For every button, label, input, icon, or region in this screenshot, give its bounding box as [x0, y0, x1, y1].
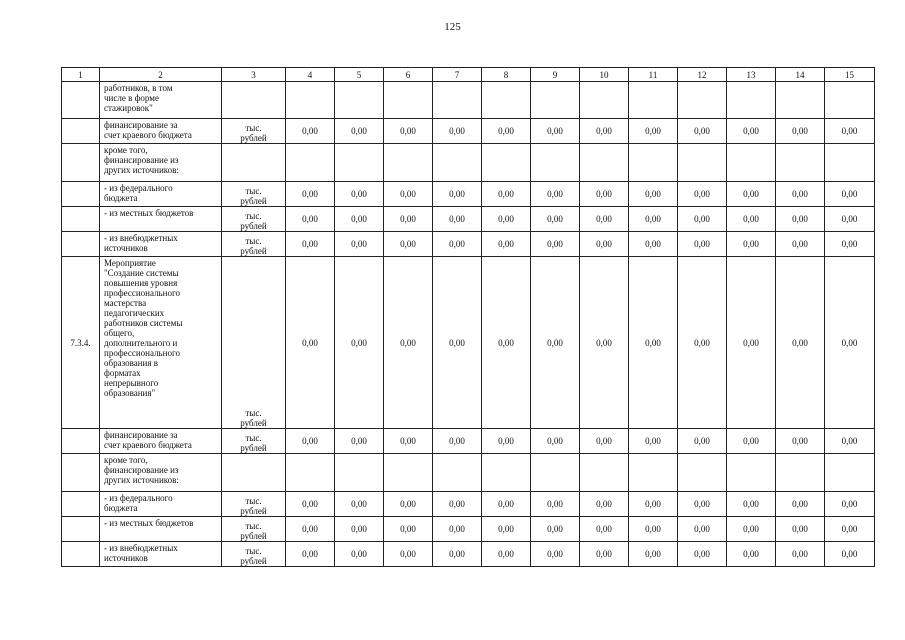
value-cell: 0,00 [433, 232, 482, 257]
row-name: - из федерального бюджета [100, 182, 222, 207]
value-cell: 0,00 [629, 542, 678, 567]
column-header: 9 [531, 68, 580, 82]
row-name: кроме того, финансирование из других источников: [100, 144, 222, 182]
value-cell: 0,00 [384, 207, 433, 232]
table-row [62, 82, 875, 119]
column-header: 5 [335, 68, 384, 82]
value-cell: 0,00 [531, 517, 580, 542]
value-cell [433, 454, 482, 492]
row-code [62, 119, 100, 144]
row-code [62, 429, 100, 454]
value-cell: 0,00 [580, 492, 629, 517]
value-cell [678, 454, 727, 492]
value-cell: 0,00 [825, 182, 875, 207]
value-cell [335, 144, 384, 182]
value-cell: 0,00 [335, 517, 384, 542]
row-name: - из внебюджетных источников [100, 232, 222, 257]
value-cell [776, 144, 825, 182]
row-name: работников, в том числе в форме стажировок" [100, 82, 222, 119]
row-name: - из федерального бюджета [100, 492, 222, 517]
value-cell: 0,00 [727, 119, 776, 144]
row-name: финансирование за счет краевого бюджета [100, 119, 222, 144]
value-cell: 0,00 [727, 542, 776, 567]
value-cell [776, 454, 825, 492]
value-cell: 0,00 [384, 542, 433, 567]
value-cell: 0,00 [433, 429, 482, 454]
value-cell [286, 82, 335, 119]
value-cell: 0,00 [335, 207, 384, 232]
value-cell: 0,00 [286, 119, 335, 144]
value-cell [335, 82, 384, 119]
value-cell: 0,00 [825, 119, 875, 144]
row-unit: тыс. рублей [222, 232, 286, 257]
row-unit [222, 144, 286, 182]
row-unit: тыс. рублей [222, 182, 286, 207]
value-cell: 0,00 [629, 232, 678, 257]
value-cell [482, 144, 531, 182]
column-header: 15 [825, 68, 875, 82]
value-cell [678, 144, 727, 182]
row-unit: тыс. рублей [222, 257, 286, 429]
value-cell: 0,00 [678, 232, 727, 257]
value-cell: 0,00 [335, 182, 384, 207]
value-cell: 0,00 [727, 182, 776, 207]
value-cell: 0,00 [825, 542, 875, 567]
column-header: 7 [433, 68, 482, 82]
value-cell: 0,00 [629, 207, 678, 232]
table-row [62, 429, 875, 454]
column-header: 14 [776, 68, 825, 82]
value-cell [825, 454, 875, 492]
value-cell: 0,00 [531, 429, 580, 454]
row-name: финансирование за счет краевого бюджета [100, 429, 222, 454]
value-cell: 0,00 [776, 517, 825, 542]
value-cell [580, 454, 629, 492]
value-cell [580, 82, 629, 119]
value-cell: 0,00 [629, 492, 678, 517]
row-code [62, 82, 100, 119]
value-cell: 0,00 [678, 492, 727, 517]
row-code [62, 232, 100, 257]
value-cell: 0,00 [825, 517, 875, 542]
row-unit [222, 454, 286, 492]
value-cell: 0,00 [678, 542, 727, 567]
value-cell [286, 454, 335, 492]
column-header: 8 [482, 68, 531, 82]
value-cell [678, 82, 727, 119]
value-cell: 0,00 [384, 429, 433, 454]
value-cell: 0,00 [482, 182, 531, 207]
value-cell: 0,00 [384, 257, 433, 429]
value-cell: 0,00 [776, 257, 825, 429]
value-cell [286, 144, 335, 182]
value-cell: 0,00 [629, 119, 678, 144]
row-name: - из местных бюджетов [100, 517, 222, 542]
row-unit: тыс. рублей [222, 517, 286, 542]
value-cell: 0,00 [580, 182, 629, 207]
value-cell: 0,00 [531, 542, 580, 567]
value-cell: 0,00 [286, 429, 335, 454]
row-code [62, 207, 100, 232]
row-name: кроме того, финансирование из других источников: [100, 454, 222, 492]
value-cell: 0,00 [531, 119, 580, 144]
value-cell [335, 454, 384, 492]
value-cell: 0,00 [678, 257, 727, 429]
value-cell: 0,00 [286, 517, 335, 542]
value-cell: 0,00 [678, 119, 727, 144]
value-cell: 0,00 [727, 492, 776, 517]
value-cell: 0,00 [825, 429, 875, 454]
value-cell: 0,00 [384, 232, 433, 257]
value-cell: 0,00 [580, 517, 629, 542]
value-cell: 0,00 [531, 232, 580, 257]
value-cell: 0,00 [433, 542, 482, 567]
value-cell: 0,00 [482, 429, 531, 454]
column-header: 2 [100, 68, 222, 82]
column-header: 11 [629, 68, 678, 82]
value-cell: 0,00 [580, 207, 629, 232]
row-unit: тыс. рублей [222, 542, 286, 567]
value-cell: 0,00 [482, 542, 531, 567]
value-cell: 0,00 [727, 257, 776, 429]
value-cell: 0,00 [335, 429, 384, 454]
value-cell: 0,00 [482, 492, 531, 517]
value-cell [433, 82, 482, 119]
value-cell: 0,00 [433, 517, 482, 542]
value-cell: 0,00 [286, 257, 335, 429]
value-cell: 0,00 [776, 492, 825, 517]
value-cell: 0,00 [286, 207, 335, 232]
value-cell: 0,00 [384, 182, 433, 207]
value-cell [531, 454, 580, 492]
table-row [62, 119, 875, 144]
value-cell: 0,00 [727, 517, 776, 542]
table-header-row [62, 68, 875, 82]
value-cell: 0,00 [286, 182, 335, 207]
value-cell [776, 82, 825, 119]
table-row [62, 454, 875, 492]
value-cell: 0,00 [776, 232, 825, 257]
value-cell: 0,00 [678, 429, 727, 454]
value-cell: 0,00 [335, 542, 384, 567]
value-cell: 0,00 [580, 542, 629, 567]
table-row [62, 492, 875, 517]
value-cell: 0,00 [531, 207, 580, 232]
budget-table [61, 67, 875, 567]
value-cell: 0,00 [678, 182, 727, 207]
table-row [62, 144, 875, 182]
value-cell [531, 144, 580, 182]
value-cell [629, 82, 678, 119]
value-cell [825, 144, 875, 182]
value-cell: 0,00 [580, 232, 629, 257]
value-cell: 0,00 [335, 492, 384, 517]
value-cell: 0,00 [433, 492, 482, 517]
value-cell: 0,00 [776, 119, 825, 144]
column-header: 13 [727, 68, 776, 82]
value-cell [384, 454, 433, 492]
value-cell: 0,00 [384, 492, 433, 517]
value-cell: 0,00 [727, 429, 776, 454]
value-cell [384, 144, 433, 182]
value-cell: 0,00 [482, 517, 531, 542]
value-cell: 0,00 [286, 232, 335, 257]
row-unit [222, 82, 286, 119]
value-cell: 0,00 [433, 182, 482, 207]
column-header: 12 [678, 68, 727, 82]
row-code: 7.3.4. [62, 257, 100, 429]
value-cell: 0,00 [286, 492, 335, 517]
value-cell: 0,00 [629, 182, 678, 207]
table-row [62, 517, 875, 542]
value-cell: 0,00 [335, 257, 384, 429]
table-row [62, 542, 875, 567]
value-cell [384, 82, 433, 119]
value-cell: 0,00 [482, 257, 531, 429]
value-cell: 0,00 [531, 492, 580, 517]
value-cell [825, 82, 875, 119]
value-cell: 0,00 [531, 182, 580, 207]
value-cell [482, 82, 531, 119]
value-cell: 0,00 [433, 119, 482, 144]
value-cell [629, 454, 678, 492]
row-name: - из местных бюджетов [100, 207, 222, 232]
value-cell: 0,00 [629, 429, 678, 454]
value-cell: 0,00 [286, 542, 335, 567]
value-cell: 0,00 [825, 207, 875, 232]
value-cell: 0,00 [482, 119, 531, 144]
column-header: 10 [580, 68, 629, 82]
value-cell: 0,00 [678, 517, 727, 542]
value-cell: 0,00 [776, 542, 825, 567]
row-code [62, 517, 100, 542]
value-cell: 0,00 [825, 232, 875, 257]
column-header: 6 [384, 68, 433, 82]
value-cell: 0,00 [776, 182, 825, 207]
value-cell [727, 144, 776, 182]
value-cell: 0,00 [825, 492, 875, 517]
value-cell [580, 144, 629, 182]
table-row [62, 182, 875, 207]
value-cell: 0,00 [433, 207, 482, 232]
value-cell: 0,00 [629, 257, 678, 429]
value-cell: 0,00 [776, 207, 825, 232]
value-cell: 0,00 [335, 232, 384, 257]
row-unit: тыс. рублей [222, 207, 286, 232]
value-cell: 0,00 [580, 257, 629, 429]
row-unit: тыс. рублей [222, 429, 286, 454]
value-cell [433, 144, 482, 182]
value-cell: 0,00 [531, 257, 580, 429]
value-cell [727, 82, 776, 119]
value-cell: 0,00 [580, 119, 629, 144]
value-cell: 0,00 [727, 232, 776, 257]
column-header: 1 [62, 68, 100, 82]
value-cell [531, 82, 580, 119]
row-code [62, 492, 100, 517]
row-code [62, 144, 100, 182]
value-cell: 0,00 [727, 207, 776, 232]
row-code [62, 454, 100, 492]
row-unit: тыс. рублей [222, 492, 286, 517]
row-code [62, 182, 100, 207]
table-row [62, 257, 875, 429]
column-header: 3 [222, 68, 286, 82]
value-cell: 0,00 [482, 232, 531, 257]
value-cell: 0,00 [678, 207, 727, 232]
value-cell: 0,00 [776, 429, 825, 454]
table-row [62, 232, 875, 257]
value-cell: 0,00 [384, 517, 433, 542]
table-row [62, 207, 875, 232]
row-name: Мероприятие "Создание системы повышения уровня профессионального мастерства педагогических работников системы общего, дополнительного и профессионального образования в форматах непрерывного образования" [100, 257, 222, 429]
row-code [62, 542, 100, 567]
value-cell: 0,00 [384, 119, 433, 144]
column-header: 4 [286, 68, 335, 82]
value-cell: 0,00 [433, 257, 482, 429]
page-number: 125 [444, 21, 461, 33]
value-cell: 0,00 [335, 119, 384, 144]
value-cell: 0,00 [629, 517, 678, 542]
value-cell: 0,00 [482, 207, 531, 232]
value-cell [482, 454, 531, 492]
value-cell [727, 454, 776, 492]
value-cell: 0,00 [580, 429, 629, 454]
value-cell: 0,00 [825, 257, 875, 429]
row-unit: тыс. рублей [222, 119, 286, 144]
value-cell [629, 144, 678, 182]
row-name: - из внебюджетных источников [100, 542, 222, 567]
